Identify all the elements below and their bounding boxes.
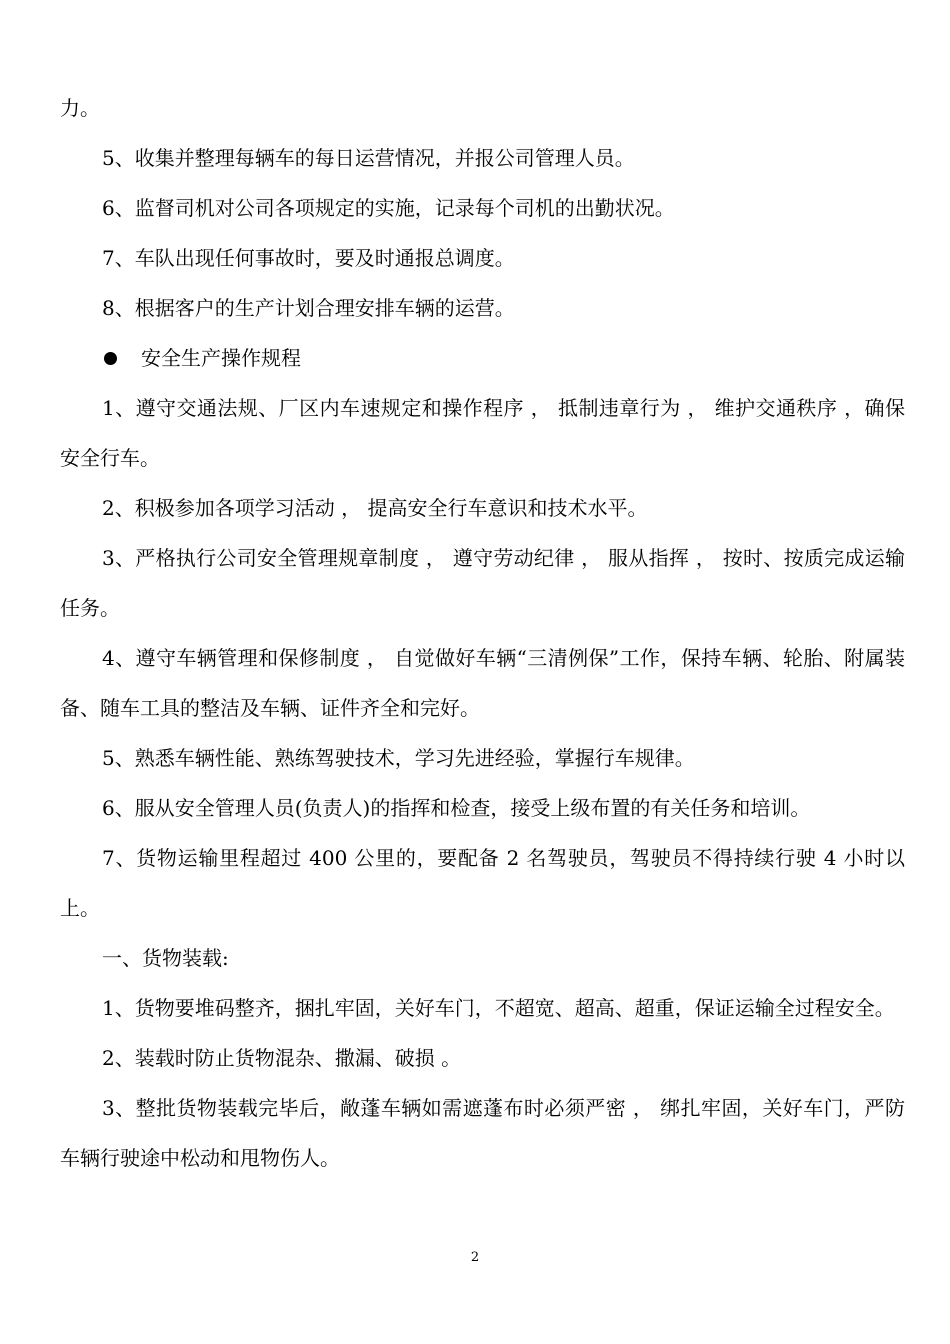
paragraph-loading-2: 2、装载时防止货物混杂、撒漏、破损 。 xyxy=(102,1046,462,1070)
paragraph-loading-1: 1、货物要堆码整齐，捆扎牢固，关好车门，不超宽、超高、超重，保证运输全过程安全。 xyxy=(102,996,895,1020)
paragraph-safety-4: 4、遵守车辆管理和保修制度 ， 自觉做好车辆“三清例保”工作，保持车辆、轮胎、附属装备、随车工具的整洁及车辆、证件齐全和完好。 xyxy=(60,646,905,720)
paragraph-continuation: 力。 xyxy=(60,96,100,120)
paragraph-safety-1: 1、遵守交通法规、厂区内车速规定和操作程序 ， 抵制违章行为 ， 维护交通秩序 ，确保安全行车。 xyxy=(60,396,905,470)
paragraph-safety-6: 6、服从安全管理人员(负责人)的指挥和检查，接受上级布置的有关任务和培训。 xyxy=(102,796,811,820)
paragraph-loading-3: 3、整批货物装载完毕后，敞蓬车辆如需遮蓬布时必须严密 ， 绑扎牢固，关好车门，严防车辆行驶途中松动和甩物伤人。 xyxy=(60,1096,905,1170)
paragraph-safety-3: 3、严格执行公司安全管理规章制度 ， 遵守劳动纪律 ， 服从指挥 ， 按时、按质完成运输任务。 xyxy=(60,546,905,620)
paragraph-safety-2: 2、积极参加各项学习活动 ， 提高安全行车意识和技术水平。 xyxy=(102,496,648,520)
document-body xyxy=(60,83,905,1183)
section-heading-safety xyxy=(60,333,905,383)
bullet-dot-icon xyxy=(104,352,117,365)
paragraph-safety-7: 7、货物运输里程超过 400 公里的，要配备 2 名驾驶员，驾驶员不得持续行驶 4 小时以上。 xyxy=(60,846,905,920)
page-number: 2 xyxy=(470,1250,480,1265)
section-heading-text: 安全生产操作规程 xyxy=(141,346,301,370)
paragraph-item-8: 8、根据客户的生产计划合理安排车辆的运营。 xyxy=(102,296,515,320)
paragraph-item-7: 7、车队出现任何事故时，要及时通报总调度。 xyxy=(102,246,515,270)
subsection-heading-loading: 一、货物装载: xyxy=(102,946,229,970)
paragraph-item-5: 5、收集并整理每辆车的每日运营情况，并报公司管理人员。 xyxy=(102,146,635,170)
paragraph-safety-5: 5、熟悉车辆性能、熟练驾驶技术，学习先进经验，掌握行车规律。 xyxy=(102,746,695,770)
paragraph-item-6: 6、监督司机对公司各项规定的实施，记录每个司机的出勤状况。 xyxy=(102,196,675,220)
